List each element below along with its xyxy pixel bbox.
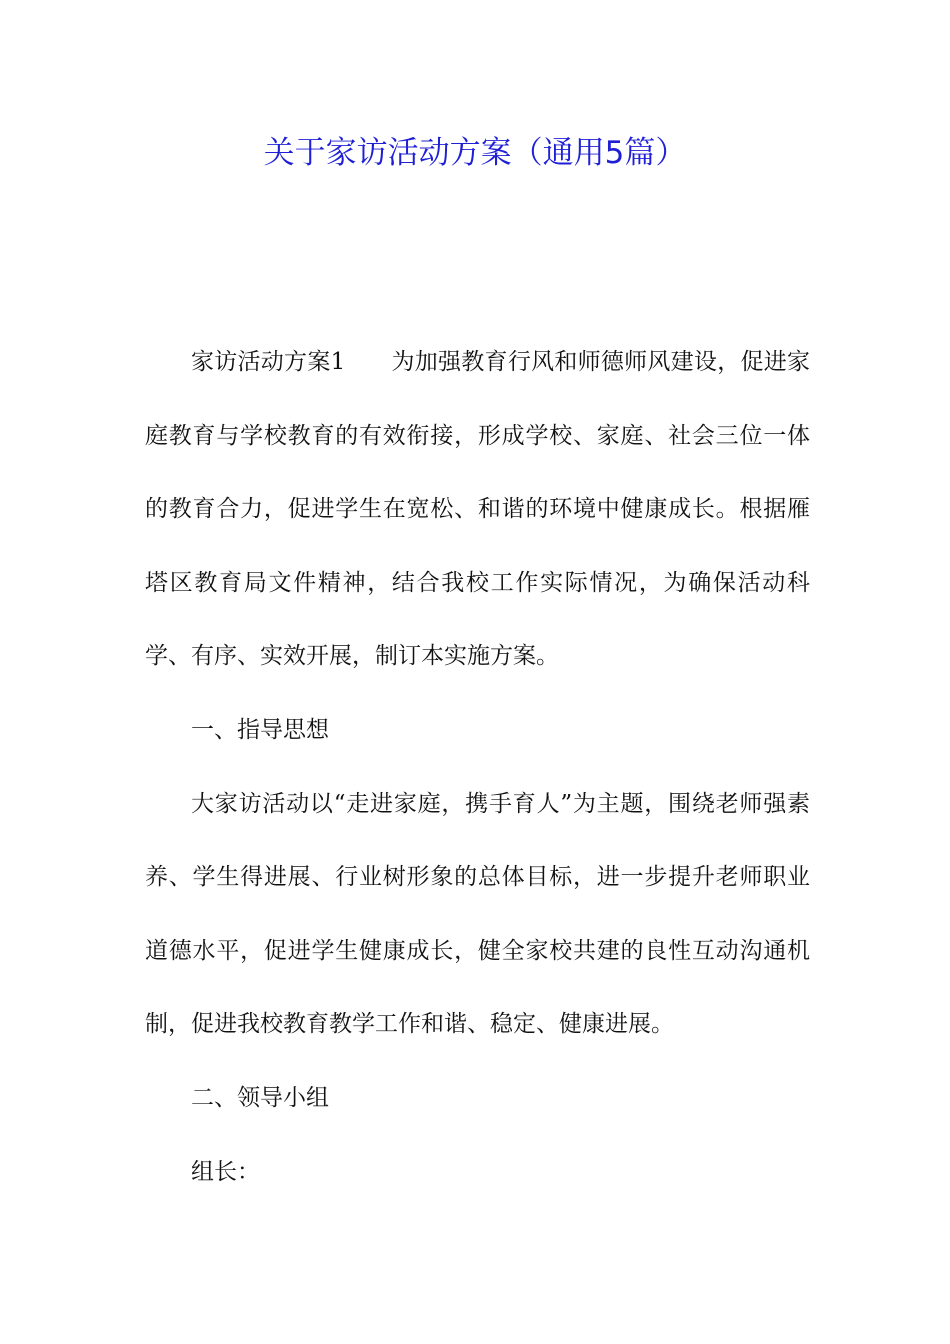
heading-guiding-ideology: 一、指导思想 bbox=[191, 716, 329, 743]
paragraph-guiding-ideology: 大家访活动以“走进家庭，携手育人”为主题，围绕老师强素养、学生得进展、行业树形象的总体目标，进一步提升老师职业道德水平，促进学生健康成长，健全家校共建的良性互动沟通机制，促进我校教育教学工作和谐、稳定、健康进展。 bbox=[145, 790, 810, 1038]
label-group-leader: 组长： bbox=[191, 1158, 260, 1185]
intro-text: 为加强教育行风和师德师风建设，促进家庭教育与学校教育的有效衔接，形成学校、家庭、社会三位一体的教育合力，促进学生在宽松、和谐的环境中健康成长。根据雁塔区教育局文件精神，结合我校工作实际情况，为确保活动科学、有序、实效开展，制订本实施方案。 bbox=[145, 349, 811, 670]
heading-leadership-group: 二、领导小组 bbox=[191, 1084, 329, 1111]
section-heading: 家访活动方案1 bbox=[191, 349, 346, 375]
intro-paragraph bbox=[145, 326, 810, 694]
document-title: 关于家访活动方案（通用5篇） bbox=[263, 135, 687, 171]
document-body bbox=[145, 326, 810, 1209]
